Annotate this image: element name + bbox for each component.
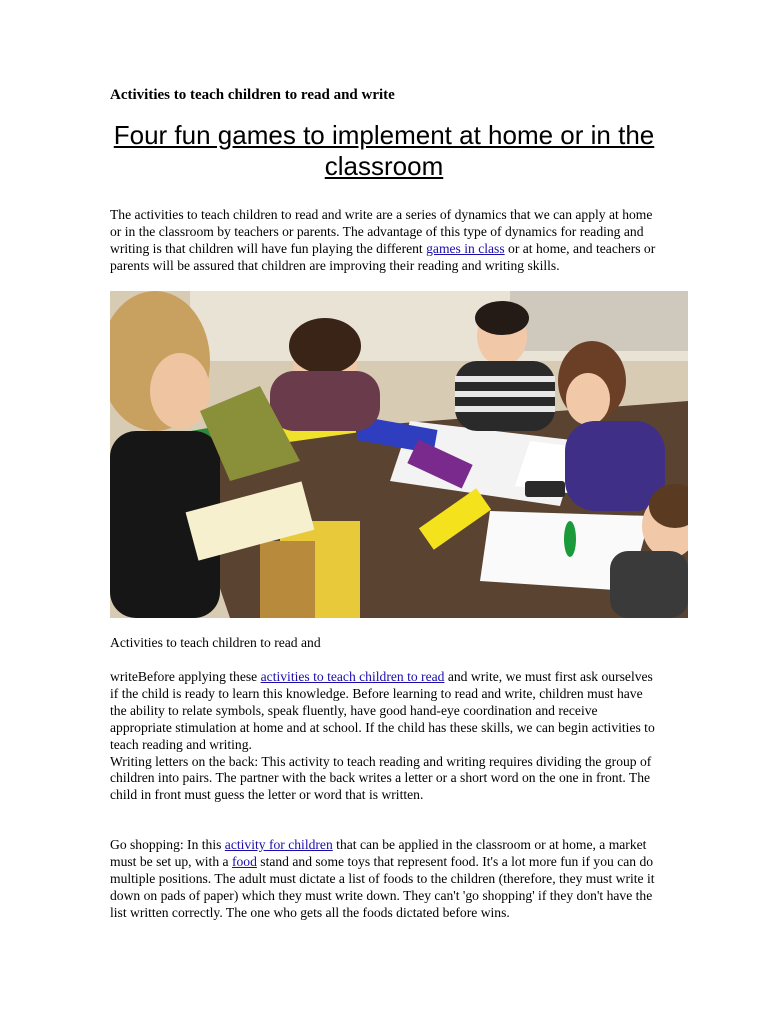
intro-text-1: The activities to teach children to read and write are a series of dynamics that we can apply at home or in the classroom by teachers or parents. The advantage of this type of dynamics for reading and writing is that children will have fun playing the different	[110, 207, 653, 256]
page-title: Four fun games to implement at home or in the classroom	[113, 120, 655, 181]
body-paragraph	[110, 669, 660, 804]
go-shopping-paragraph	[110, 837, 660, 922]
subheading: Activities to teach children to read and write	[110, 87, 395, 103]
shopping-text-2: that can be applied in the classroom or at home, a market must be set up, with a	[110, 837, 647, 869]
body-text-2: and write, we must first ask ourselves if the child is ready to learn this knowledge. Before learning to read and write, children must have the ability to relate symbols, speak fluently, have good hand-eye coordination and receive appropriate stimulation at home and at school. If the child has these skills, we can begin activities to teach reading and writing.	[110, 669, 655, 752]
writing-letters-text: Writing letters on the back: This activity to teach reading and writing requires dividing the group of children into pairs. The partner with the back writes a letter or a short word on the one in front. The child in front must guess the letter or word that is written.	[110, 753, 652, 803]
activity-for-children-link[interactable]: activity for children	[224, 837, 333, 852]
classroom-photo-illustration	[110, 291, 688, 618]
intro-text-2: or at home, and teachers or parents will be assured that children are improving their reading and writing skills.	[110, 240, 656, 273]
body-text-1: writeBefore applying these	[110, 669, 261, 684]
intro-paragraph	[110, 207, 660, 275]
photo-caption: Activities to teach children to read and	[110, 635, 321, 650]
shopping-text-3: stand and some toys that represent food. It's a lot more fun if you can do multiple positions. The adult must dictate a list of foods to the children (therefore, they must write it down on pads of paper) which they must write down. They can't 'go shopping' if they don't have the list written correctly. The one who gets all the foods dictated before wins.	[110, 853, 655, 920]
food-link[interactable]: food	[231, 853, 257, 869]
activities-to-teach-link[interactable]: activities to teach children to read	[260, 669, 445, 684]
games-in-class-link[interactable]: games in class	[426, 240, 505, 256]
classroom-photo	[110, 291, 688, 618]
shopping-text-1: Go shopping: In this	[110, 837, 225, 852]
